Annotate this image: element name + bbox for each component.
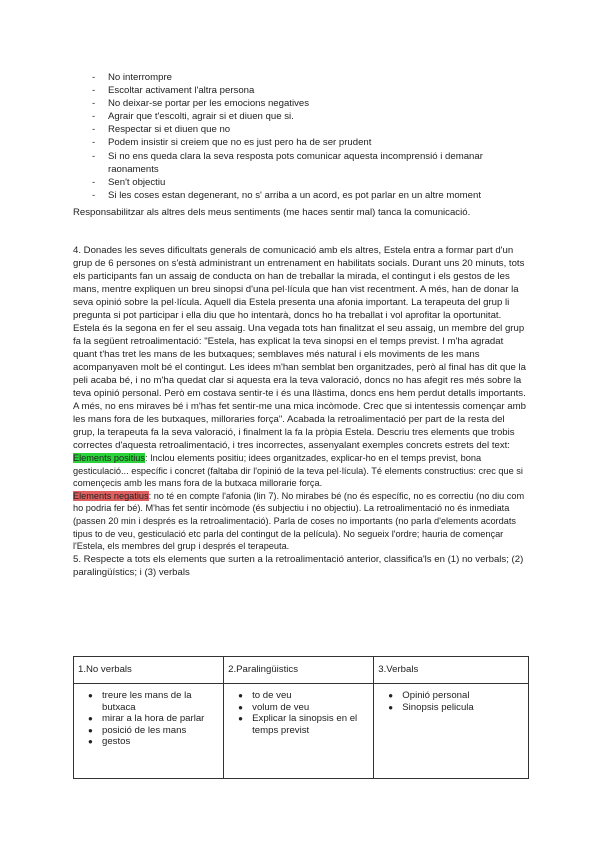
cell-no-verbals (74, 684, 224, 779)
list-item: ● mirar a la hora de parlar (102, 713, 219, 725)
list-item: ● treure les mans de la butxaca (102, 690, 219, 713)
communication-tips-list (92, 71, 532, 202)
list-item: - Si no ens queda clara la seva resposta pots comunicar aquesta incomprensió i demanar raonaments (92, 150, 483, 175)
positive-elements-answer: Elements positius: Inclou elements positiu; idees organitzades, explicar-ho en el temps previst, bona gesticulació... específic i concret (faltaba dir l'opinió de la teva pel·lícula). Té elements constructius: crec que si començecis amb les mans fora de la butxaca millorarie força. (73, 453, 523, 489)
list-item: ● gestos (102, 736, 219, 748)
cell-paralinguistics (224, 684, 374, 779)
table-row (74, 684, 529, 779)
list-item: - No deixar-se portar per les emocions negatives (92, 98, 310, 110)
list-item: ● Opinió personal (402, 690, 524, 702)
question-5-text: 5. Respecte a tots els elements que surten a la retroalimentació anterior, classifica'ls en (1) no verbals; (2) paralingüístics; i (3) verbals (73, 553, 524, 578)
list-item: - Si les coses estan degenerant, no s' arriba a un acord, es pot parlar en un altre moment (92, 189, 482, 201)
question-4-text: 4. Donades les seves dificultats generals de comunicació amb els altres, Estela entra a formar part d'un grup de 6 persones on s'està administrant un entrenament en habilitats socials. Durant uns 20 minuts, tots els participants fan un assaig de conducta on han de treballar la mirada, el contingut i els gestos de les mans, mentre expliquen un breu sinopsi d'una pel·lícula que han vist recentment. A més, han de donar la seva opinió sobre la pel·lícula. Aquell dia Estela presenta una afonia important. La terapeuta del grup li pregunta si pot participar i ella diu que ho intentarà, doncs ho ha treballat i vol aprofitar la oportunitat. Estela és la segona en fer el seu assaig. Una vegada tots han finalitzat el seu assaig, un membre del grup fa la següent retroalimentació: "Estela, has explicat la teva sinopsi en el temps previst. I m'ha agradat quant t'has tret les mans de les butxaques; semblaves més natural i els moviments de les mans acompanyaven molt bé el contingut. Les idees m'han semblat ben organitzades, però al final has dit que la peli acaba bé, i no m'ha quedat clar si aquesta era la teva valoració, doncs no has afegit res més sobre la teva opinió personal. Però em costava sentir-te i és una llàstima, doncs ens hem perdut detalls importants. A més, no ens miraves bé i m'has fet sentir-me una mica incòmode. Crec que si intentessis començar amb les mans fora de les butxaques, milloraries força". Acabada la retroalimentació per part de la resta del grup, la terapeuta fa la seva valoració, i finalment la fa la pròpia Estela. Descriu tres elements que trobis correctes d'aquesta retroalimentació, i tres incorrectes, assenyalant exemples concrets estrets del text: (73, 245, 527, 451)
header-verbals: 3.Verbals (374, 657, 529, 684)
negative-elements-answer: Elements negatius: no té en compte l'afonia (lin 7). No mirabes bé (no és específic, no es correctiu (no diu com ho podria fer bé). M'has fet sentir incòmode (és subjectiu i no objectiu). La retroalimentació no és inmediata (passen 20 min i després es la retroalimentació). Parla de coses no importants (no parla d'elements acordats tipus to de veu, gesticulació etc parla del contingut de la película). No segueix l'ordre; hauria de començar l'Estela, els membres del grup i després el terapeuta. (73, 490, 525, 552)
list-item: - Respectar si et diuen que no (92, 124, 231, 136)
list-item: - Escoltar activament l'altra persona (92, 85, 255, 97)
list-item: - Agrair que t'escolti, agrair si et diuen que si. (92, 111, 294, 123)
header-paralinguistics: 2.Paralingüistics (224, 657, 374, 684)
question-4-block (73, 244, 528, 579)
list-item: ● volum de veu (252, 702, 369, 714)
list-item: - No interrompre (92, 72, 172, 83)
responsabilitzar-note: Responsabilitzar als altres dels meus sentiments (me haces sentir mal) tanca la comunicació. (73, 207, 471, 218)
cell-verbals (374, 684, 529, 779)
list-item: ● Sinopsis pelicula (402, 702, 524, 714)
list-item: ● posició de les mans (102, 725, 219, 737)
list-item: - Sen't objectiu (92, 176, 166, 188)
list-item: - Podem insistir si creiem que no es just pero ha de ser prudent (92, 137, 372, 149)
negative-elements-label: Elements negatius (73, 490, 149, 501)
header-no-verbals: 1.No verbals (74, 657, 224, 684)
list-item: ● to de veu (252, 690, 369, 702)
table-header-row (74, 657, 529, 684)
list-item: ● Explicar la sinopsis en el temps previst (252, 713, 369, 736)
classification-table (73, 656, 529, 779)
positive-elements-label: Elements positius (73, 453, 146, 463)
